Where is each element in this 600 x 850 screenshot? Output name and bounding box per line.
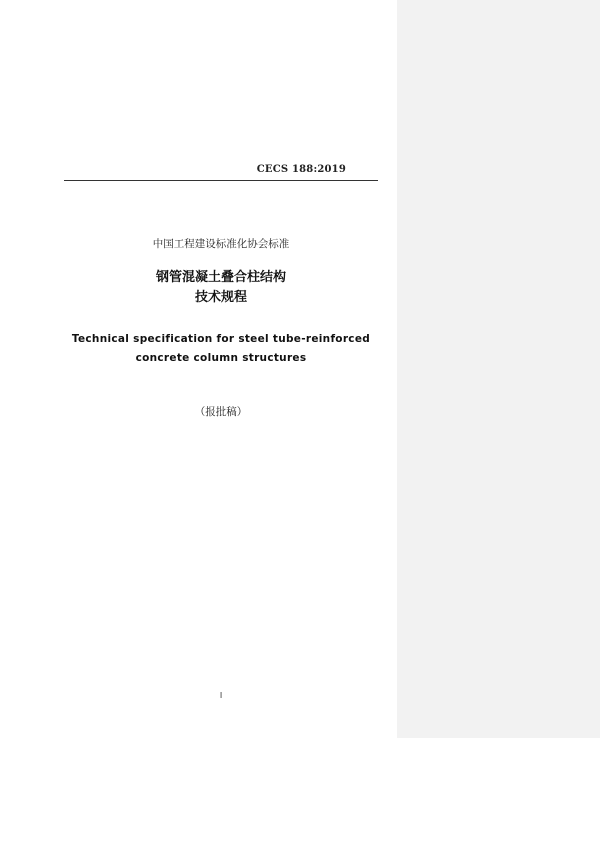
comment-pane[interactable] [397,0,600,738]
english-title-line-1: Technical specification for steel tube-reinforced [71,333,371,345]
page-number: I [219,691,223,700]
standard-code: CECS 188:2019 [256,164,346,175]
draft-status: （报批稿） [194,406,248,418]
association-name: 中国工程建设标准化协会标准 [152,238,290,250]
chinese-title-line-1: 钢管混凝土叠合柱结构 [155,270,286,285]
chinese-title-line-2: 技术规程 [194,290,247,305]
chinese-title [64,268,378,308]
english-title-line-2: concrete column structures [135,352,307,364]
english-title [64,330,378,368]
header-rule [64,180,378,181]
